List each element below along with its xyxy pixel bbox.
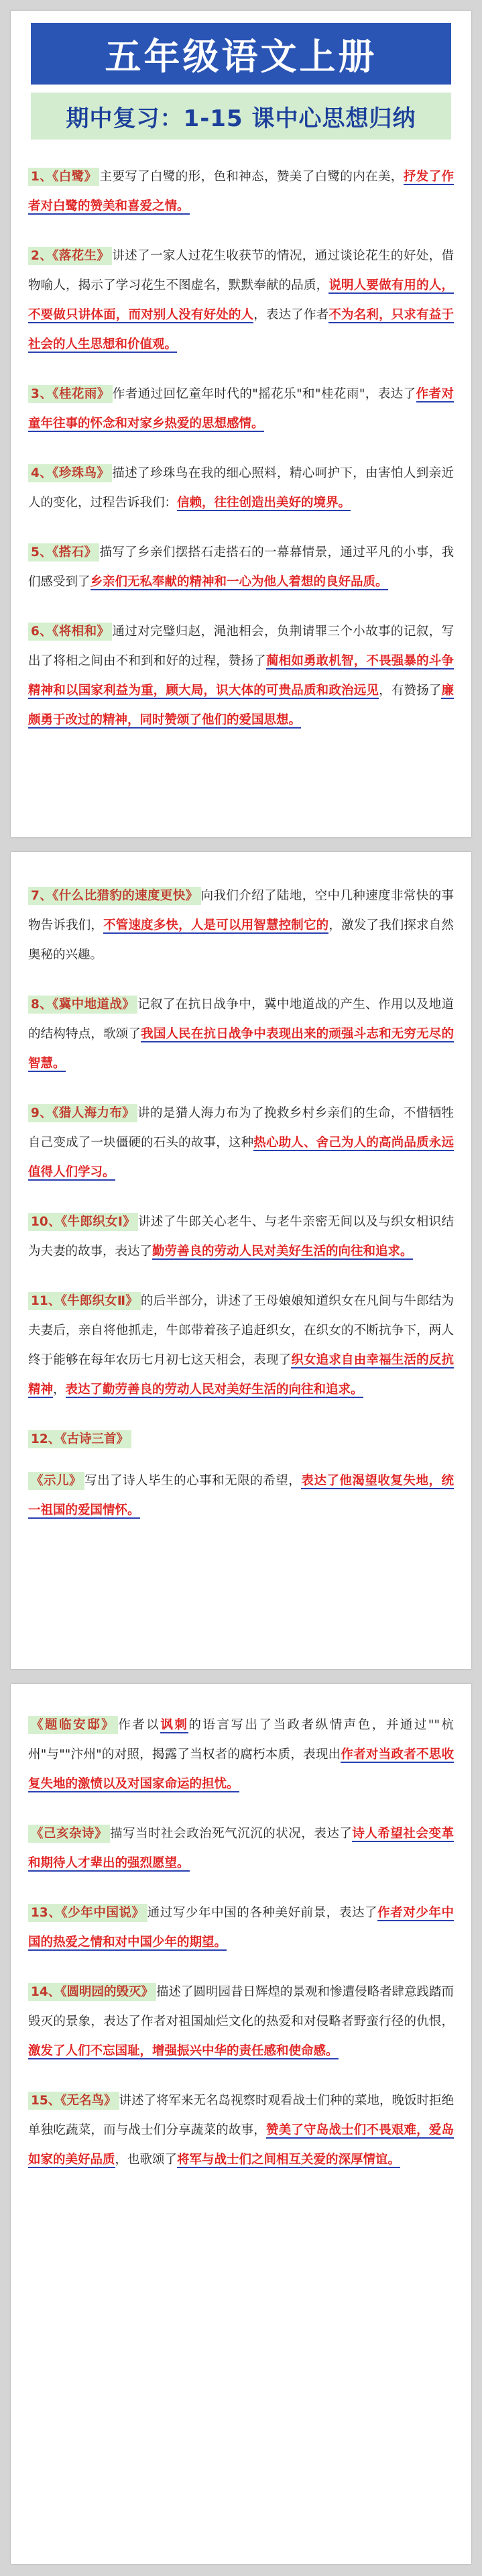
lesson-heading: 15、《无名鸟》 <box>28 2092 119 2110</box>
lesson-heading: 6、《将相和》 <box>28 623 112 641</box>
page-subtitle: 期中复习：1-15 课中心思想归纳 <box>66 105 416 132</box>
key-sentence: 激发了人们不忘国耻，增强振兴中华的责任感和使命感。 <box>28 2044 339 2058</box>
key-sentence: 诗人希望社会变革和期待人才辈出的强烈愿望。 <box>28 1827 454 1870</box>
key-sentence: 乡亲们无私奉献的精神和一心为他人着想的良好品质。 <box>90 575 388 589</box>
key-sentence: 不为名利，只求有益于社会的人生思想和价值观。 <box>28 308 454 352</box>
lesson-5: 5、《搭石》 描写了乡亲们摆搭石走搭石的一幕幕情景，通过平凡的小事，我们感受到了乡亲们无私奉献的精神和一心为他人着想的良好品质。 <box>28 538 454 597</box>
page-panel-2 <box>11 852 471 1669</box>
lesson-heading: 8、《冀中地道战》 <box>28 996 137 1014</box>
lesson-heading: 14、《圆明园的毁灭》 <box>28 1983 156 2001</box>
lesson-heading: 12、《古诗三首》 <box>28 1430 131 1448</box>
key-sentence: 说明人要做有用的人，不要做只讲体面，而对别人没有好处的人 <box>28 278 454 322</box>
lesson-heading: 10、《牛郎织女Ⅰ》 <box>28 1213 138 1231</box>
key-sentence: 表达了他渴望收复失地，统一祖国的爱国情怀。 <box>28 1474 454 1517</box>
subtitle-banner <box>31 93 451 140</box>
lesson-8: 8、《冀中地道战》 记叙了在抗日战争中，冀中地道战的产生、作用以及地道的结构特点，歌颂了我国人民在抗日战争中表现出来的顽强斗志和无穷无尽的智慧。 <box>28 990 454 1079</box>
lesson-14: 14、《圆明园的毁灭》 描述了圆明园昔日辉煌的景观和惨遭侵略者肆意践踏而毁灭的景象，表达了作者对祖国灿烂文化的热爱和对侵略者野蛮行径的仇恨，激发了人们不忘国耻，增强振兴中华的责任感和使命感。 <box>28 1978 454 2066</box>
key-sentence: 蔺相如勇敢机智，不畏强暴的斗争精神和以国家利益为重，顾大局，识大体的可贵品质和政治远见 <box>28 654 454 698</box>
key-sentence: 廉颇勇于改过的精神，同时赞颂了他们的爱国思想。 <box>28 684 454 727</box>
key-sentence: 作者对童年往事的怀念和对家乡热爱的思想感情。 <box>28 387 454 431</box>
poem-heading: 《示儿》 <box>28 1472 84 1490</box>
lesson-3: 3、《桂花雨》 作者通过回忆童年时代的"摇花乐"和"桂花雨"，表达了作者对童年往事的怀念和对家乡热爱的思想感情。 <box>28 380 454 439</box>
page-panel-3 <box>11 1684 471 2564</box>
poem-jihaizashi: 《己亥杂诗》 描写当时社会政治死气沉沉的状况，表达了诗人希望社会变革和期待人才辈出的强烈愿望。 <box>28 1819 454 1878</box>
lesson-heading: 11、《牛郎织女Ⅱ》 <box>28 1292 141 1310</box>
key-sentence: 表达了勤劳善良的劳动人民对美好生活的向往和追求。 <box>65 1383 363 1397</box>
lesson-heading: 9、《猎人海力布》 <box>28 1104 137 1122</box>
lesson-heading: 7、《什么比猎豹的速度更快》 <box>28 887 201 905</box>
lesson-heading: 5、《搭石》 <box>28 543 99 561</box>
lesson-heading: 3、《桂花雨》 <box>28 385 113 403</box>
lesson-1: 1、《白鹭》 主要写了白鹭的形，色和神态，赞美了白鹭的内在美，抒发了作者对白鹭的赞美和喜爱之情。 <box>28 162 454 221</box>
lesson-2: 2、《落花生》 讲述了一家人过花生收获节的情况，通过谈论花生的好处，借物喻人，揭示了学习花生不图虚名，默默奉献的品质，说明人要做有用的人，不要做只讲体面，而对别人没有好处的人，表达了作者不为名利，只求有益于社会的人生思想和价值观。 <box>28 241 454 360</box>
lesson-10: 10、《牛郎织女Ⅰ》 讲述了牛郎关心老牛、与老牛亲密无间以及与织女相识结为夫妻的故事，表达了勤劳善良的劳动人民对美好生活的向往和追求。 <box>28 1208 454 1267</box>
key-sentence: 抒发了作者对白鹭的赞美和喜爱之情。 <box>28 170 454 213</box>
key-sentence: 勤劳善良的劳动人民对美好生活的向往和追求。 <box>152 1244 413 1258</box>
page-panel-1 <box>11 11 471 837</box>
key-sentence: 信赖，往往创造出美好的境界。 <box>177 496 351 510</box>
poem-tilinandi: 《题临安邸》 作者以讽刺的语言写出了当政者纵情声色，并通过""杭州"与""汴州"的对照，揭露了当权者的腐朽本质，表现出作者对当政者不思收复失地的激愤以及对国家命运的担忧。 <box>28 1711 454 1799</box>
poem-shier: 《示儿》 写出了诗人毕生的心事和无限的希望，表达了他渴望收复失地，统一祖国的爱国情怀。 <box>28 1466 454 1525</box>
lesson-12 <box>28 1425 454 1454</box>
key-word: 讽刺 <box>160 1718 189 1732</box>
key-sentence: 将军与战士们之间相互关爱的深厚情谊。 <box>177 2153 401 2167</box>
key-sentence: 赞美了守岛战士们不畏艰难，爱岛如家的美好品质 <box>28 2123 454 2167</box>
key-sentence: 不管速度多快，人是可以用智慧控制它的 <box>103 918 329 932</box>
key-sentence: 作者对少年中国的热爱之情和对中国少年的期望。 <box>28 1906 454 1949</box>
key-sentence: 我国人民在抗日战争中表现出来的顽强斗志和无穷无尽的智慧。 <box>28 1027 454 1071</box>
key-sentence: 织女追求自由幸福生活的反抗精神 <box>28 1353 454 1397</box>
lesson-4: 4、《珍珠鸟》 描述了珍珠鸟在我的细心照料，精心呵护下，由害怕人到亲近人的变化，过程告诉我们：信赖，往往创造出美好的境界。 <box>28 459 454 518</box>
title-banner <box>31 23 451 85</box>
key-sentence: 作者对当政者不思收复失地的激愤以及对国家命运的担忧。 <box>28 1748 454 1791</box>
key-sentence: 热心助人、舍己为人的高尚品质永远值得人们学习。 <box>28 1136 454 1179</box>
poem-heading: 《题临安邸》 <box>28 1716 118 1734</box>
lesson-heading: 2、《落花生》 <box>28 247 112 265</box>
lesson-heading: 13、《少年中国说》 <box>28 1904 147 1922</box>
lesson-9: 9、《猎人海力布》 讲的是猎人海力布为了挽救乡村乡亲们的生命，不惜牺牲自己变成了一块僵硬的石头的故事，这种热心助人、舍己为人的高尚品质永远值得人们学习。 <box>28 1099 454 1187</box>
lesson-13: 13、《少年中国说》 通过写少年中国的各种美好前景，表达了作者对少年中国的热爱之情和对中国少年的期望。 <box>28 1898 454 1957</box>
lesson-heading: 4、《珍珠鸟》 <box>28 464 112 482</box>
lesson-11: 11、《牛郎织女Ⅱ》 的后半部分，讲述了王母娘娘知道织女在凡间与牛郎结为夫妻后，亲自将他抓走，牛郎带着孩子追赶织女，在织女的不断抗争下，两人终于能够在每年农历七月初七这天相会，表现了织女追求自由幸福生活的反抗精神，表达了勤劳善良的劳动人民对美好生活的向往和追求。 <box>28 1287 454 1405</box>
lesson-7: 7、《什么比猎豹的速度更快》 向我们介绍了陆地，空中几种速度非常快的事物告诉我们，不管速度多快，人是可以用智慧控制它的，激发了我们探求自然奥秘的兴趣。 <box>28 881 454 970</box>
lesson-6: 6、《将相和》 通过对完璧归赵，渑池相会，负荆请罪三个小故事的记叙，写出了将相之间由不和到和好的过程，赞扬了蔺相如勇敢机智，不畏强暴的斗争精神和以国家利益为重，顾大局，识大体的可贵品质和政治远见，有赞扬了廉颇勇于改过的精神，同时赞颂了他们的爱国思想。 <box>28 617 454 735</box>
poem-heading: 《己亥杂诗》 <box>28 1825 110 1843</box>
lesson-15: 15、《无名鸟》 讲述了将军来无名岛视察时观看战士们种的菜地，晚饭时拒绝单独吃蔬菜，而与战士们分享蔬菜的故事，赞美了守岛战士们不畏艰难，爱岛如家的美好品质，也歌颂了将军与战士们之间相互关爱的深厚情谊。 <box>28 2086 454 2175</box>
page-title: 五年级语文上册 <box>105 35 377 78</box>
lesson-heading: 1、《白鹭》 <box>28 168 99 186</box>
